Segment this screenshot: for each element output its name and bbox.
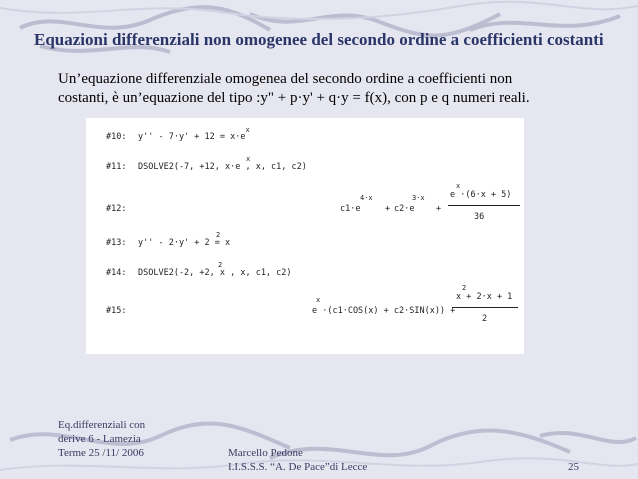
footer-left-line-3: Terme 25 /11/ 2006 <box>58 447 144 459</box>
fraction-bar <box>452 307 518 308</box>
term: c1·e <box>340 204 361 214</box>
row-label: #12: <box>106 204 127 214</box>
fraction-bar <box>448 205 520 206</box>
row-superscript: 2 <box>216 231 221 239</box>
row-expression: y'' - 2·y' + 2 = x <box>138 238 231 248</box>
denominator: 36 <box>474 212 485 222</box>
footer-left-line-2: derive 6 - Lamezia <box>58 433 141 445</box>
slide-number: 25 <box>568 461 579 473</box>
operator: + <box>436 204 442 214</box>
slide-title: Equazioni differenziali non omogenee del secondo ordine a coefficienti costanti <box>34 30 604 49</box>
row-label: #13: <box>106 238 127 248</box>
exponent: x <box>456 182 461 190</box>
exponent: x <box>316 296 321 304</box>
numerator: e ·(6·x + 5) <box>450 190 512 200</box>
row-label: #11: <box>106 162 127 172</box>
row-expression: DSOLVE2(-7, +12, x·e , x, c1, c2) <box>138 162 307 172</box>
footer-center <box>228 446 367 474</box>
row-expression: DSOLVE2(-2, +2, x , x, c1, c2) <box>138 268 292 278</box>
exponent: 3·x <box>412 194 425 202</box>
footer-author: Marcello Pedone <box>228 447 303 459</box>
row-expression: $y'' - 7\cdot y' + 12 = x\cdot e^x$ <box>138 126 250 142</box>
row-label: #10: <box>106 132 127 142</box>
row-superscript: x <box>246 155 251 163</box>
slide-subtitle <box>58 70 598 108</box>
exponent: 2 <box>462 284 467 292</box>
term: c2·e <box>394 204 415 214</box>
subtitle-line-2: costanti, è un’equazione del tipo :y" + p·y' + q·y = f(x), con p e q numeri reali. <box>58 90 530 106</box>
denominator: 2 <box>482 314 488 324</box>
footer-left-line-1: Eq.differenziali con <box>58 419 146 431</box>
exponent: 4·x <box>360 194 373 202</box>
operator: + <box>385 204 391 214</box>
row-expression: e ·(c1·COS(x) + c2·SIN(x)) + <box>312 306 456 316</box>
row-label: #14: <box>106 268 127 278</box>
footer-school: I.I.S.S.S. “A. De Pace”di Lecce <box>228 461 368 473</box>
row-superscript: 2 <box>218 261 223 269</box>
row-label: #15: <box>106 306 127 316</box>
numerator: x + 2·x + 1 <box>456 292 513 302</box>
derive-screenshot <box>86 118 524 354</box>
footer-left <box>58 418 145 460</box>
subtitle-line-1: Un’equazione differenziale omogenea del secondo ordine a coefficienti non <box>58 71 513 87</box>
